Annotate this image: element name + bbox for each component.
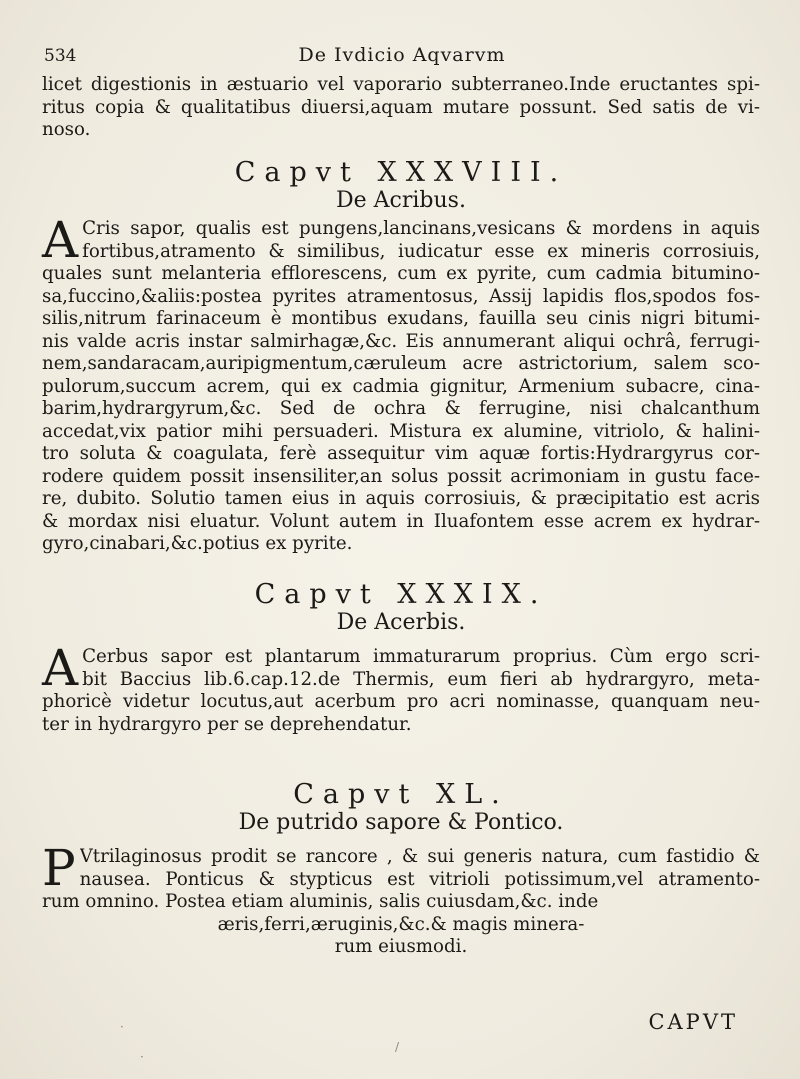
chapter-38 bbox=[42, 158, 760, 556]
text-line: noso. bbox=[42, 119, 91, 140]
text-line: tro soluta & coagulata, ferè assequitur vim aquæ fortis:Hydrargyrus cor- bbox=[42, 443, 760, 464]
folio-number: 534 bbox=[44, 46, 77, 66]
running-title: De Ivdicio Aqvarvm bbox=[298, 44, 506, 66]
chapter-body bbox=[42, 639, 760, 736]
text-line: phoricè videtur locutus,aut acerbum pro acri nominasse, quanquam neu- bbox=[42, 691, 760, 712]
text-line: rum omnino. Postea etiam aluminis, salis cuiusdam,&c. inde bbox=[42, 891, 599, 912]
text-line: Vtrilaginosus prodit se rancore , & sui generis natura, cum fastidio & bbox=[79, 846, 760, 867]
text-line: rodere quidem possit insensiliter,an solus possit acrimoniam in gustu face- bbox=[42, 465, 760, 487]
text-line: silis,nitrum farinaceum è montibus exudans, fauilla seu cinis nigri bitumi- bbox=[42, 308, 760, 329]
text-line: Cris sapor, qualis est pungens,lancinans,vesicans & mordens in aquis bbox=[82, 218, 760, 239]
text-line: rum eiusmodi. bbox=[334, 936, 468, 957]
intro-paragraph bbox=[42, 74, 760, 142]
chapter-39 bbox=[42, 580, 760, 736]
text-line: accedat,vix patior mihi persuaderi. Mistura ex alumine, vitriolo, & halini- bbox=[42, 420, 760, 442]
text-line: & mordax nisi eluatur. Volunt autem in Iluafontem esse acrem ex hydrar- bbox=[42, 510, 760, 532]
text-line: fortibus,atramento & similibus, iudicatur esse ex mineris corrosiuis, bbox=[82, 240, 760, 262]
chapter-body bbox=[42, 839, 760, 959]
text-line: gyro,cinabari,&c.potius ex pyrite. bbox=[42, 533, 353, 554]
text-line: æris,ferri,æruginis,&c.& magis minera- bbox=[217, 913, 585, 935]
chapter-40 bbox=[42, 780, 760, 959]
initial-letter: P bbox=[42, 839, 76, 897]
ink-speck: / bbox=[395, 1040, 400, 1054]
text-line: ter in hydrargyro per se deprehendatur. bbox=[42, 713, 412, 735]
text-line: licet digestionis in æstuario vel vaporario subterraneo.Inde eructantes spi- bbox=[42, 74, 760, 95]
chapter-subtitle: De Acerbis. bbox=[336, 610, 466, 635]
text-line: barim,hydrargyrum,&c. Sed de ochra & ferrugine, nisi chalcanthum bbox=[42, 398, 760, 419]
chapter-subtitle: De putrido sapore & Pontico. bbox=[238, 810, 564, 835]
text-line: nem,sandaracam,auripigmentum,cæruleum acre astrictorium, salem sco- bbox=[42, 353, 760, 374]
ink-speck: · bbox=[120, 1020, 124, 1034]
chapter-body bbox=[42, 211, 760, 556]
text-line: ritus copia & qualitatibus diuersi,aquam mutare possunt. Sed satis de vi- bbox=[42, 96, 760, 118]
text-line: pulorum,succum acrem, qui ex cadmia gignitur, Armenium subacre, cina- bbox=[42, 375, 760, 397]
chapter-title: Capvt XXXVIII. bbox=[234, 157, 568, 188]
initial-letter: A bbox=[42, 211, 79, 269]
text-line: nausea. Ponticus & stypticus est vitrioli potissimum,vel atramento- bbox=[79, 868, 760, 890]
catchword: CAPVT bbox=[648, 1010, 738, 1034]
initial-letter: A bbox=[42, 639, 79, 697]
chapter-title: Capvt XXXIX. bbox=[254, 579, 548, 610]
text-line: re, dubito. Solutio tamen eius in aquis corrosiuis, & præcipitatio est acris bbox=[42, 488, 760, 509]
page-header bbox=[44, 44, 760, 72]
text-line: Cerbus sapor est plantarum immaturarum proprius. Cùm ergo scri- bbox=[82, 646, 760, 667]
chapter-title: Capvt XL. bbox=[293, 779, 509, 810]
text-line: nis valde acris instar salmirhagæ,&c. Eis annumerant aliqui ochrâ, ferrugi- bbox=[42, 330, 760, 352]
text-line: quales sunt melanteria efflorescens, cum ex pyrite, cum cadmia bitumino- bbox=[42, 263, 760, 284]
ink-speck: · bbox=[140, 1050, 144, 1064]
chapter-subtitle: De Acribus. bbox=[336, 188, 466, 213]
text-line: sa,fuccino,&aliis:postea pyrites atramentosus, Assij lapidis flos,spodos fos- bbox=[42, 285, 760, 307]
text-line: bit Baccius lib.6.cap.12.de Thermis, eum fieri ab hydrargyro, meta- bbox=[82, 668, 760, 690]
